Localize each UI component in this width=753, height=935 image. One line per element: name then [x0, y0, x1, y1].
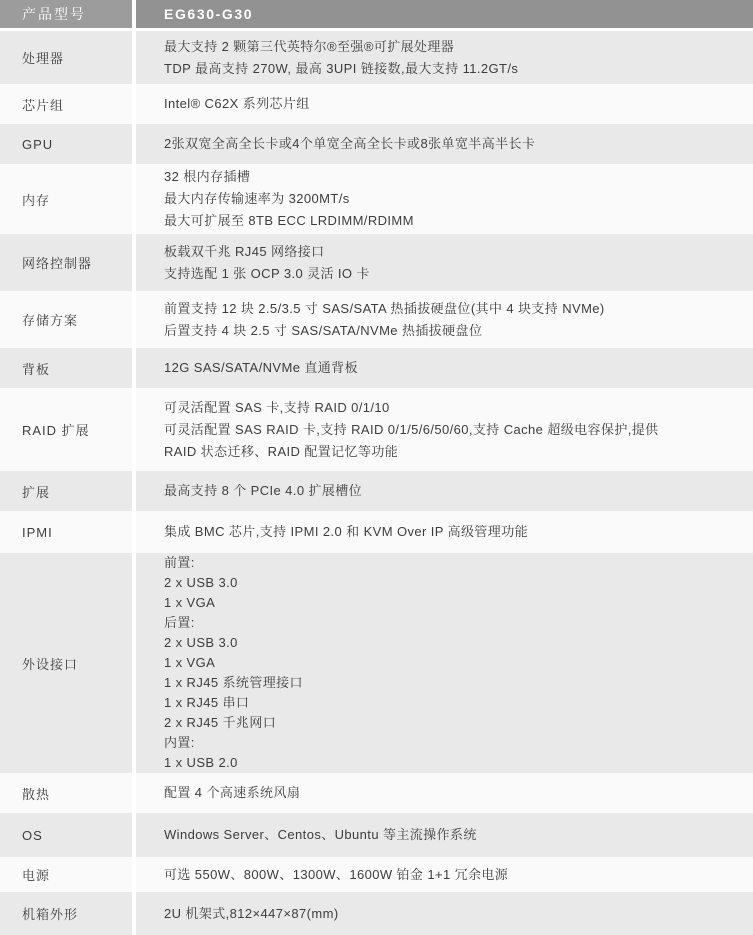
spec-row-power — [0, 857, 753, 892]
spec-row-network-controller — [0, 234, 753, 291]
spec-value-line: 最大内存传输速率为 3200MT/s — [164, 191, 350, 206]
spec-value-line: TDP 最高支持 270W, 最高 3UPI 链接数,最大支持 11.2GT/s — [164, 60, 519, 76]
spec-label: 芯片组 — [0, 84, 132, 124]
spec-value — [136, 348, 753, 388]
spec-value — [136, 892, 753, 935]
table-header-row — [0, 0, 753, 28]
spec-label: 外设接口 — [0, 553, 132, 773]
spec-value-line: 2U 机架式,812×447×87(mm) — [164, 905, 339, 921]
spec-value-line: 1 x VGA — [164, 595, 216, 610]
spec-row-peripheral-ports — [0, 553, 753, 773]
spec-value — [136, 553, 753, 773]
spec-value — [136, 471, 753, 511]
spec-rows — [0, 31, 753, 935]
spec-label: RAID 扩展 — [0, 388, 132, 471]
spec-value-line: 可灵活配置 SAS RAID 卡,支持 RAID 0/1/5/6/50/60,支持 Cache 超级电容保护,提供 — [164, 421, 659, 437]
spec-value — [136, 164, 753, 234]
spec-row-raid — [0, 388, 753, 471]
spec-value-line: 最大可扩展至 8TB ECC LRDIMM/RDIMM — [164, 213, 414, 228]
spec-label: 扩展 — [0, 471, 132, 511]
spec-value-line: 1 x RJ45 系统管理接口 — [164, 675, 303, 690]
spec-value-line: 集成 BMC 芯片,支持 IPMI 2.0 和 KVM Over IP 高级管理功能 — [164, 524, 528, 539]
spec-value — [136, 291, 753, 348]
spec-value-line: 可选 550W、800W、1300W、1600W 铂金 1+1 冗余电源 — [164, 866, 509, 882]
spec-value-line: Windows Server、Centos、Ubuntu 等主流操作系统 — [164, 827, 477, 842]
spec-value-line: 配置 4 个高速系统风扇 — [164, 785, 301, 800]
spec-label: 内存 — [0, 164, 132, 234]
spec-value-line: 2张双宽全高全长卡或4个单宽全高全长卡或8张单宽半高半长卡 — [164, 136, 536, 151]
spec-value-line: RAID 状态迁移、RAID 配置记忆等功能 — [164, 443, 399, 459]
spec-label: 背板 — [0, 348, 132, 388]
spec-value-line: 最高支持 8 个 PCIe 4.0 扩展槽位 — [164, 483, 363, 498]
spec-value-line: 板载双千兆 RJ45 网络接口 — [164, 243, 325, 259]
spec-label: 处理器 — [0, 31, 132, 84]
spec-value — [136, 388, 753, 471]
spec-label: 存储方案 — [0, 291, 132, 348]
spec-row-ipmi — [0, 511, 753, 553]
spec-label: 电源 — [0, 857, 132, 892]
spec-label: IPMI — [0, 511, 132, 553]
spec-label: 网络控制器 — [0, 234, 132, 291]
spec-value-line: 2 x RJ45 千兆网口 — [164, 715, 277, 730]
spec-value-line: 1 x RJ45 串口 — [164, 695, 250, 710]
spec-value — [136, 857, 753, 892]
spec-value — [136, 124, 753, 164]
spec-value-line: 前置支持 12 块 2.5/3.5 寸 SAS/SATA 热插拔硬盘位(其中 4 块支持 NVMe) — [164, 300, 605, 316]
spec-value-line: 后置支持 4 块 2.5 寸 SAS/SATA/NVMe 热插拔硬盘位 — [164, 322, 483, 338]
spec-row-cooling — [0, 773, 753, 813]
spec-row-chassis — [0, 892, 753, 935]
spec-value-line: 1 x USB 2.0 — [164, 755, 238, 770]
spec-value-line: 前置: — [164, 555, 195, 570]
spec-row-chipset — [0, 84, 753, 124]
spec-value-line: 可灵活配置 SAS 卡,支持 RAID 0/1/10 — [164, 399, 390, 415]
spec-label: 散热 — [0, 773, 132, 813]
header-model-label: 产品型号 — [0, 0, 132, 28]
spec-row-gpu — [0, 124, 753, 164]
spec-value — [136, 31, 753, 84]
spec-value-line: 2 x USB 3.0 — [164, 575, 238, 590]
spec-label: 机箱外形 — [0, 892, 132, 935]
spec-row-os — [0, 813, 753, 857]
spec-label: GPU — [0, 124, 132, 164]
spec-value — [136, 234, 753, 291]
spec-value — [136, 511, 753, 553]
spec-value-line: 12G SAS/SATA/NVMe 直通背板 — [164, 360, 358, 375]
spec-row-storage — [0, 291, 753, 348]
spec-value-line: 最大支持 2 颗第三代英特尔®至强®可扩展处理器 — [164, 38, 455, 54]
spec-row-processor — [0, 31, 753, 84]
spec-value-line: 2 x USB 3.0 — [164, 635, 238, 650]
spec-value-line: 后置: — [164, 615, 195, 630]
spec-value-line: 内置: — [164, 735, 195, 750]
spec-row-expansion — [0, 471, 753, 511]
header-model-value: EG630-G30 — [136, 0, 753, 28]
spec-value-line: 1 x VGA — [164, 655, 216, 670]
spec-value-line: 32 根内存插槽 — [164, 169, 251, 184]
spec-value-line: Intel® C62X 系列芯片组 — [164, 96, 310, 111]
spec-label: OS — [0, 813, 132, 857]
spec-value-line: 支持选配 1 张 OCP 3.0 灵活 IO 卡 — [164, 265, 370, 281]
spec-row-backplane — [0, 348, 753, 388]
spec-value — [136, 84, 753, 124]
spec-value — [136, 813, 753, 857]
spec-value — [136, 773, 753, 813]
spec-row-memory — [0, 164, 753, 234]
